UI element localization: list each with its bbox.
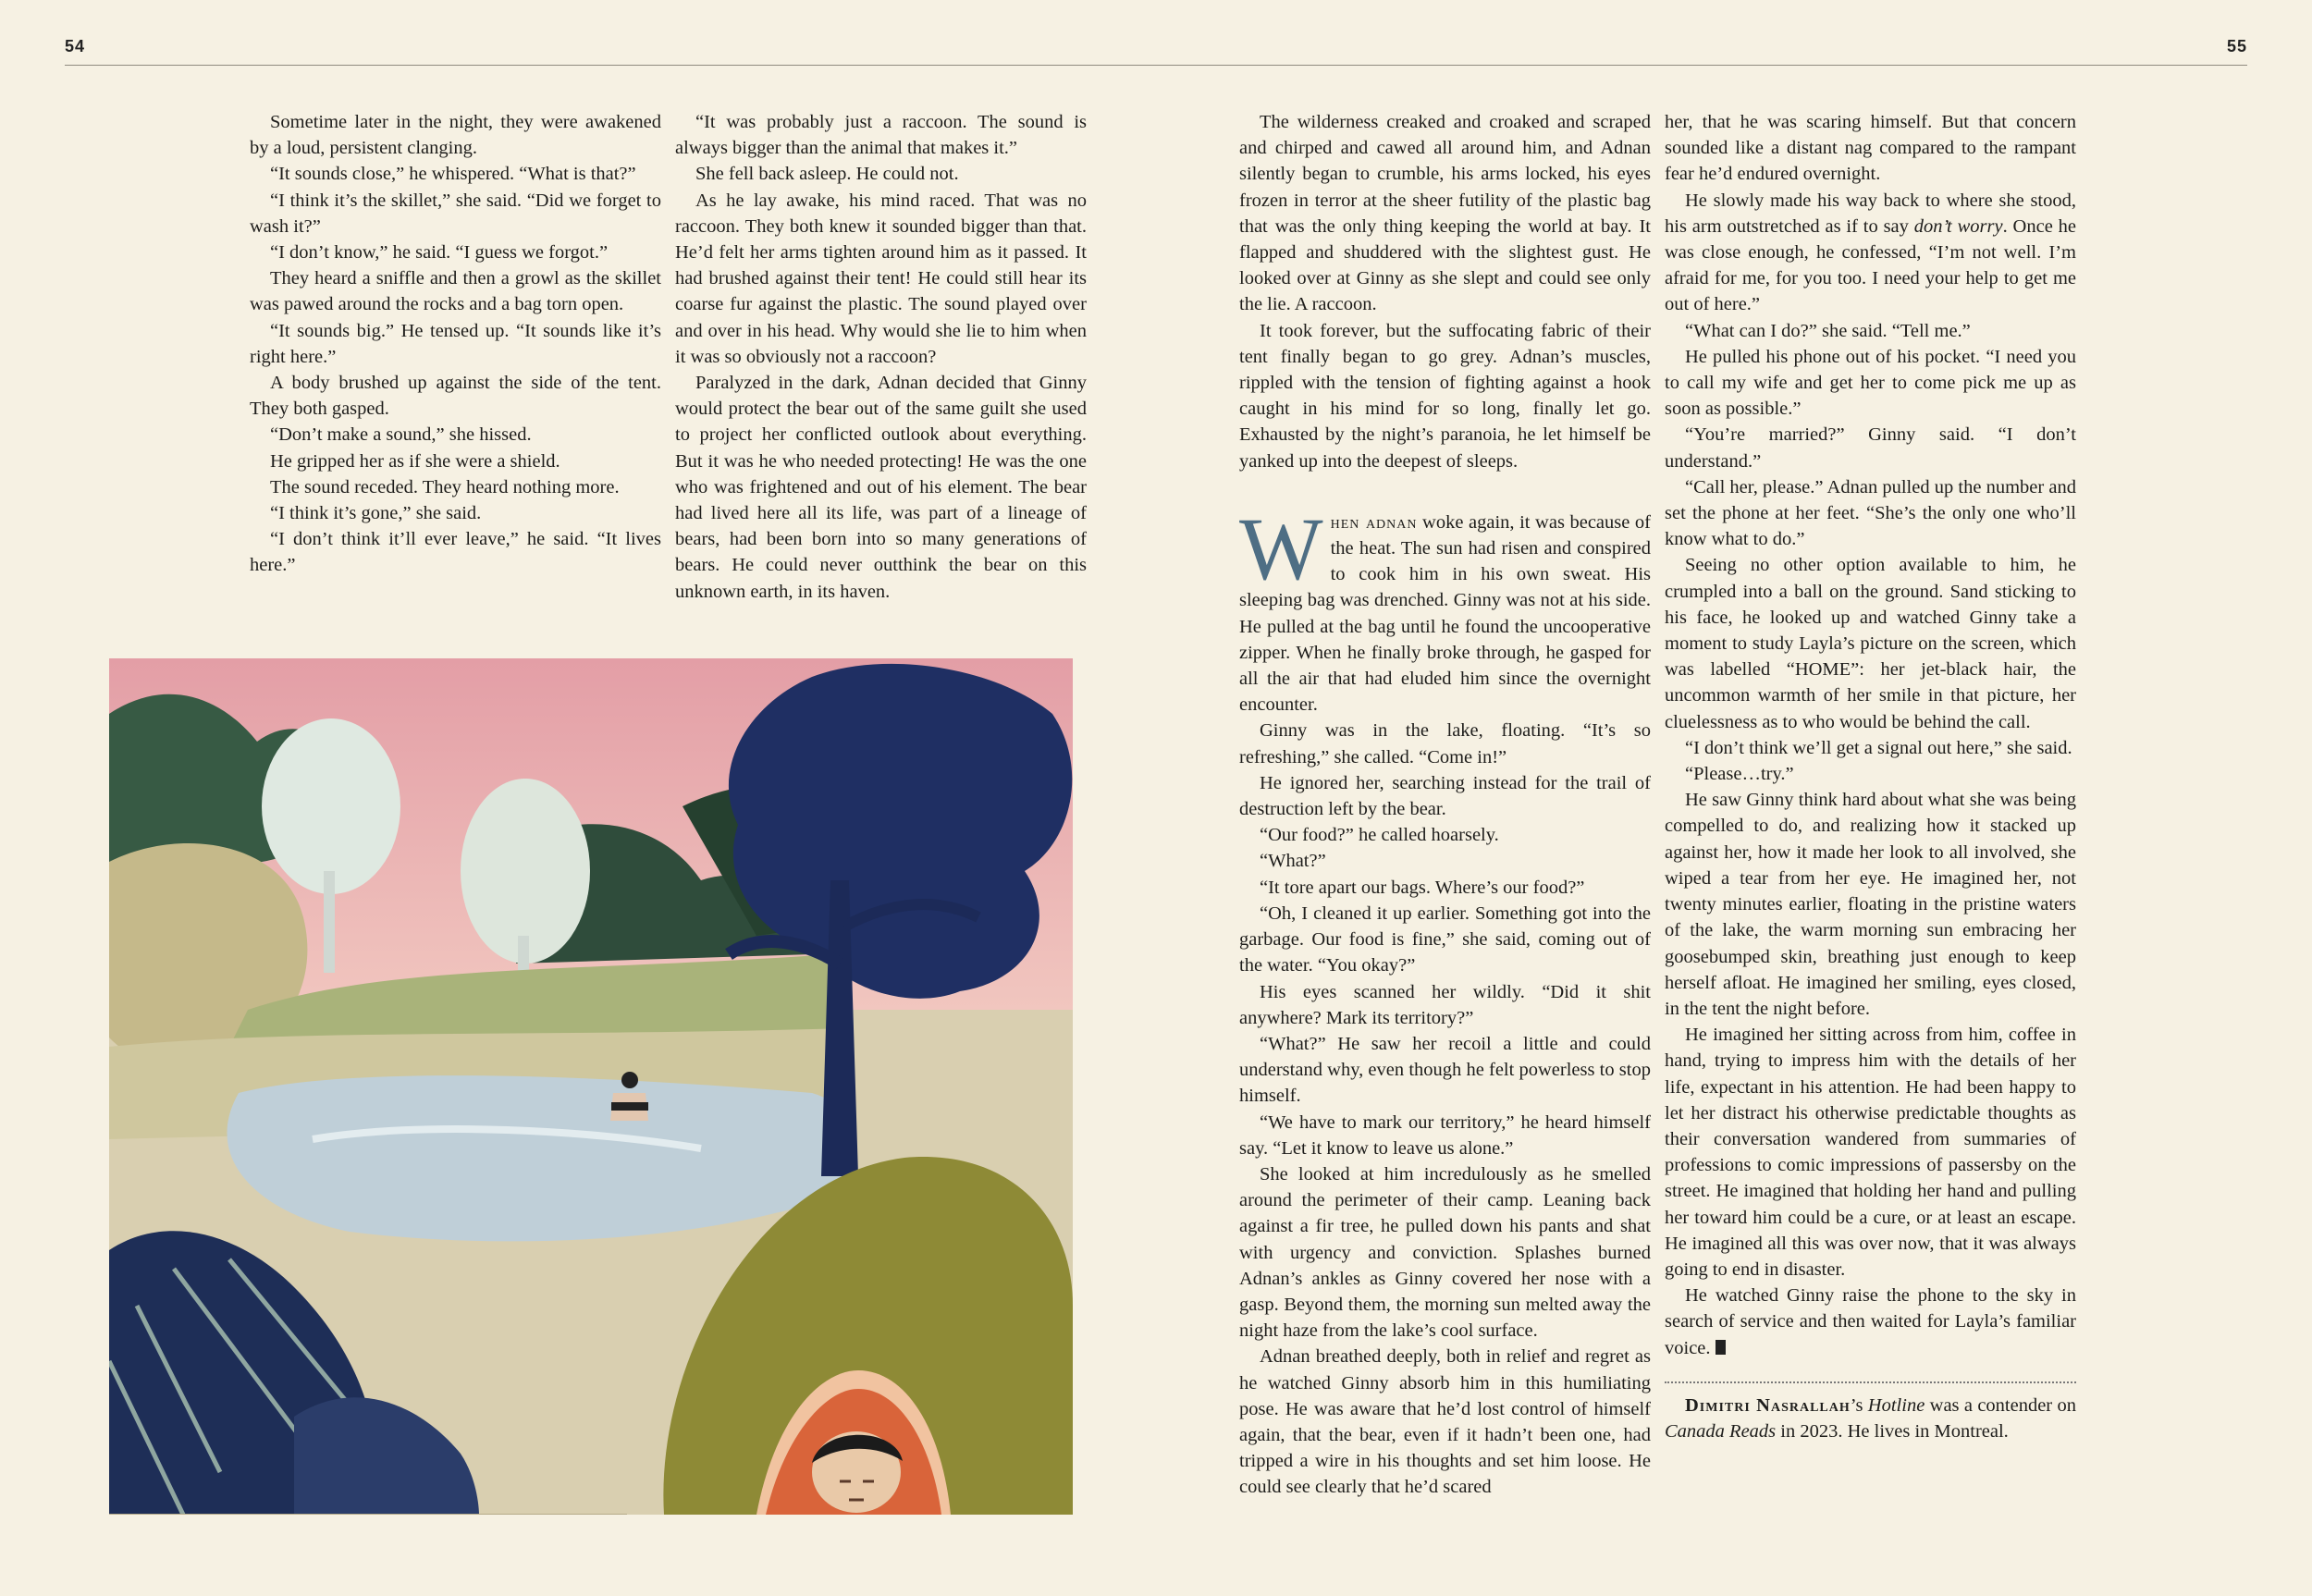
drop-cap-letter: W	[1239, 498, 1323, 598]
paragraph: “Please…try.”	[1685, 764, 1794, 785]
text-column-3	[1239, 109, 1651, 1501]
pale-tree-canopy	[262, 718, 400, 894]
pale-tree-trunk	[324, 871, 335, 973]
paragraph: “Our food?” he called hoarsely.	[1260, 825, 1499, 846]
bio-text-1: ’s	[1850, 1394, 1868, 1416]
bio-divider	[1665, 1381, 2076, 1383]
final-paragraph: He watched Ginny raise the phone to the sky in search of service and then waited for Layla’s familiar voice.	[1665, 1285, 2076, 1358]
paragraph: “I don’t think we’ll get a signal out here,” she said.	[1685, 737, 2072, 758]
paragraph: “I don’t think it’ll ever leave,” he said. “It lives here.”	[250, 529, 661, 576]
bio-text-3: in 2023. He lives in Montreal.	[1776, 1420, 2009, 1442]
page-number-left: 54	[65, 37, 86, 55]
text-column-4	[1665, 109, 2076, 1444]
paragraph: He ignored her, searching instead for the trail of destruction left by the bear.	[1239, 772, 1651, 820]
paragraph: “It was probably just a raccoon. The sound is always bigger than the animal that makes it.”	[675, 112, 1087, 159]
paragraph: Sometime later in the night, they were awakened by a loud, persistent clanging.	[250, 112, 661, 159]
paragraph: “What?” He saw her recoil a little and could understand why, even though he felt powerless to stop himself.	[1239, 1033, 1651, 1107]
paragraph: “It sounds big.” He tensed up. “It sounds like it’s right here.”	[250, 320, 661, 367]
drop-cap-paragraph	[1239, 498, 1651, 718]
paragraph: “It sounds close,” he whispered. “What is that?”	[270, 164, 636, 185]
paragraph: She looked at him incredulously as he smelled around the perimeter of their camp. Leaning back against a fir tree, he pulled down his pants and shat with urgency and conviction. Splashes burned Adnan’s ankles as Ginny covered her nose with a gasp. Beyond them, the morning sun melted away the night haze from the lake’s cool surface.	[1239, 1163, 1651, 1342]
paragraph: “Oh, I cleaned it up earlier. Something got into the garbage. Our food is fine,” she said, coming out of the water. “You okay?”	[1239, 902, 1651, 976]
paragraph: The sound receded. They heard nothing more.	[270, 476, 620, 497]
drop-cap-rest: woke again, it was because of the heat. The sun had risen and conspired to cook him in his own sweat. His sleeping bag was drenched. Ginny was not at his side. He pulled at the bag until he found the uncooperative zipper. When he finally broke through, he gasped for all the air that had eluded him since the overnight encounter.	[1239, 511, 1651, 716]
paragraph: He gripped her as if she were a shield.	[270, 450, 560, 472]
author-bio	[1665, 1393, 2076, 1444]
watercolor-illustration	[109, 658, 1073, 1515]
paragraph: He pulled his phone out of his pocket. “I need you to call my wife and get her to come pick me up as soon as possible.”	[1665, 346, 2076, 420]
paragraph: “Call her, please.” Adnan pulled up the number and set the phone at her feet. “She’s the only one who’ll know what to do.”	[1665, 476, 2076, 550]
paragraph: As he lay awake, his mind raced. That was no raccoon. They both knew it sounded bigger than that. He’d felt her arms tighten around him as it passed. It had brushed against their tent! He could still hear its coarse fur against the plastic. The sound played over and over in his head. Why would she lie to him when it was so obviously not a raccoon?	[675, 190, 1087, 367]
paragraph: “I think it’s the skillet,” she said. “Did we forget to wash it?”	[250, 190, 661, 237]
paragraph: He slowly made his way back to where she stood, his arm outstretched as if to say don’t worry. Once he was close enough, he confessed, “I’m not well. I’m afraid for me, for you too. I need your help to get me out of here.”	[1665, 190, 2076, 315]
paragraph: Seeing no other option available to him, he crumpled into a ball on the ground. Sand sticking to his face, he looked up and watched Ginny take a moment to study Layla’s picture on the screen, which was labelled “HOME”: her jet-black hair, the uncommon warmth of her smile in that picture, her cluelessness as to who would be behind the call.	[1665, 555, 2076, 732]
paragraph: “I don’t know,” he said. “I guess we forgot.”	[270, 242, 609, 264]
paragraph: A body brushed up against the side of the tent. They both gasped.	[250, 373, 661, 420]
bio-text-2: was a contender on	[1925, 1394, 2076, 1416]
paragraph: They heard a sniffle and then a growl as the skillet was pawed around the rocks and a bag torn open.	[250, 268, 661, 315]
paragraph: “What can I do?” she said. “Tell me.”	[1685, 320, 1971, 341]
paragraph: The wilderness creaked and croaked and scraped and chirped and cawed all around him, and Adnan silently began to crumble, his arms locked, his eyes frozen in terror at the sheer futility of the plastic bag that was the only thing keeping the world at bay. It flapped and shuddered with the slightest gust. He looked over at Ginny as she slept and could see only the lie. A raccoon.	[1239, 112, 1651, 315]
paragraph: He imagined her sitting across from him, coffee in hand, trying to impress him with the details of her life, expectant in his attention. He had been happy to let her distract his otherwise predictable thoughts as their conversation wandered from summaries of professions to comic impressions of passersby on the street. He imagined that holding her hand and pulling her toward him could be a cure, or at least an escape. He imagined all this was over now, that it was always going to end in disaster.	[1665, 1025, 2076, 1280]
end-mark-icon	[1716, 1340, 1726, 1355]
paragraph: Paralyzed in the dark, Adnan decided that Ginny would protect the bear out of the same guilt she used to project her conflicted outlook about everything. But it was he who needed protecting! He was the one who was frightened and out of his element. The bear had lived here all its life, was part of a lineage of bears, had been born into so many generations of bears. He could never outthink the bear on this unknown earth, in its haven.	[675, 373, 1087, 602]
paragraph: Adnan breathed deeply, both in relief and regret as he watched Ginny absorb him in this humiliating pose. He was aware that he’d lost control of himself again, that the bear, even if it hadn’t been one, had tripped a wire in his thoughts and set him loose. He could see clearly that he’d scared	[1239, 1346, 1651, 1498]
paragraph: “I think it’s gone,” she said.	[270, 503, 482, 524]
paragraph: He saw Ginny think hard about what she was being compelled to do, and realizing how it stacked up against her, how it made her look to all involved, she wiped a tear from her eye. He imagined her, not twenty minutes earlier, floating in the pristine waters of the lake, the warm morning sun embracing her goosebumped skin, breathing just enough to keep herself afloat. He imagined her smiling, eyes closed, in the tent the night before.	[1665, 790, 2076, 1019]
bio-program-title: Canada Reads	[1665, 1420, 1777, 1442]
paragraph: She fell back asleep. He could not.	[695, 164, 959, 185]
page-number-right: 55	[2226, 37, 2247, 55]
text-column-1	[250, 109, 661, 579]
paragraph: It took forever, but the suffocating fabric of their tent finally began to go grey. Adnan’s muscles, rippled with the tension of fighting against a hook caught in his mind for so long, finally let go. Exhausted by the night’s paranoia, he let himself be yanked up into the deepest of sleeps.	[1239, 320, 1651, 472]
header-rule	[65, 65, 2247, 66]
drop-cap-smallcaps: hen adnan	[1330, 511, 1418, 533]
lake	[227, 1075, 854, 1241]
paragraph: His eyes scanned her wildly. “Did it shit anywhere? Mark its territory?”	[1239, 981, 1651, 1028]
paragraph: “What?”	[1260, 851, 1326, 872]
author-name: Dimitri Nasrallah	[1685, 1394, 1851, 1416]
paragraph: “Don’t make a sound,” she hissed.	[270, 424, 532, 446]
swimmer-head	[621, 1072, 638, 1088]
paragraph: “We have to mark our territory,” he heard himself say. “Let it know to leave us alone.”	[1239, 1111, 1651, 1159]
emphasis: don’t worry	[1913, 215, 2003, 237]
text-column-2	[675, 109, 1087, 605]
swimmer-top	[611, 1102, 648, 1111]
paragraph: Ginny was in the lake, floating. “It’s so refreshing,” she called. “Come in!”	[1239, 720, 1651, 767]
paragraph: “You’re married?” Ginny said. “I don’t understand.”	[1665, 424, 2076, 472]
paragraph: her, that he was scaring himself. But that concern sounded like a distant nag compared to the rampant fear he’d endured overnight.	[1665, 112, 2076, 185]
paragraph: “It tore apart our bags. Where’s our food?”	[1260, 877, 1585, 898]
bio-book-title: Hotline	[1867, 1394, 1925, 1416]
